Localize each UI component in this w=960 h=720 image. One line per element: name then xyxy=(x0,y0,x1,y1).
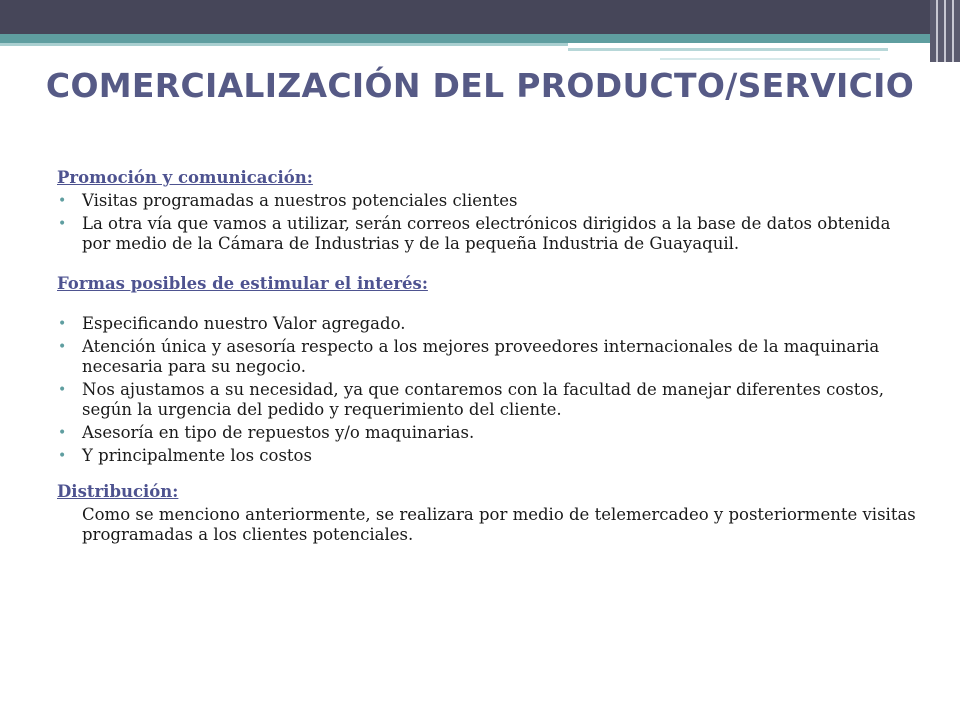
accent-stripe xyxy=(568,48,888,51)
accent-stripe-thin xyxy=(660,58,880,60)
list-item: • Y principalmente los costos xyxy=(58,446,312,465)
bullet-icon: • xyxy=(58,316,67,332)
slide-body xyxy=(57,168,917,545)
section-heading-formas: Formas posibles de estimular el interés: xyxy=(57,274,428,293)
bullet-icon: • xyxy=(58,425,67,441)
list-item: • Visitas programadas a nuestros potenciales clientes xyxy=(58,191,518,210)
list-item: • La otra vía que vamos a utilizar, serán correos electrónicos dirigidos a la base de datos obtenida por medio de la Cámara de Industrias y de la pequeña Industria de Guayaquil. xyxy=(58,214,891,253)
list-item: • Nos ajustamos a su necesidad, ya que contaremos con la facultad de manejar diferentes costos, según la urgencia del pedido y requerimiento del cliente. xyxy=(58,380,885,419)
formas-list xyxy=(57,314,917,466)
distribucion-text: Como se menciono anteriormente, se realizara por medio de telemercadeo y posteriormente visitas programadas a los clientes potenciales. xyxy=(82,505,916,544)
list-item: • Asesoría en tipo de repuestos y/o maquinarias. xyxy=(58,423,475,442)
corner-decoration xyxy=(930,0,960,62)
bullet-icon: • xyxy=(58,339,67,355)
bullet-icon: • xyxy=(58,193,67,209)
section-heading-promocion: Promoción y comunicación: xyxy=(57,168,313,187)
section-heading-distribucion: Distribución: xyxy=(57,482,179,501)
list-item: • Especificando nuestro Valor agregado. xyxy=(58,314,406,333)
accent-stripe-light xyxy=(0,43,568,46)
bullet-icon: • xyxy=(58,382,67,398)
header-bar xyxy=(0,0,960,34)
bullet-icon: • xyxy=(58,448,67,464)
bullet-icon: • xyxy=(58,216,67,232)
promocion-list xyxy=(57,191,917,254)
list-item: • Atención única y asesoría respecto a los mejores proveedores internacionales de la maquinaria necesaria para su negocio. xyxy=(58,337,880,376)
slide-title: COMERCIALIZACIÓN DEL PRODUCTO/SERVICIO xyxy=(45,66,915,105)
accent-band xyxy=(0,34,960,43)
